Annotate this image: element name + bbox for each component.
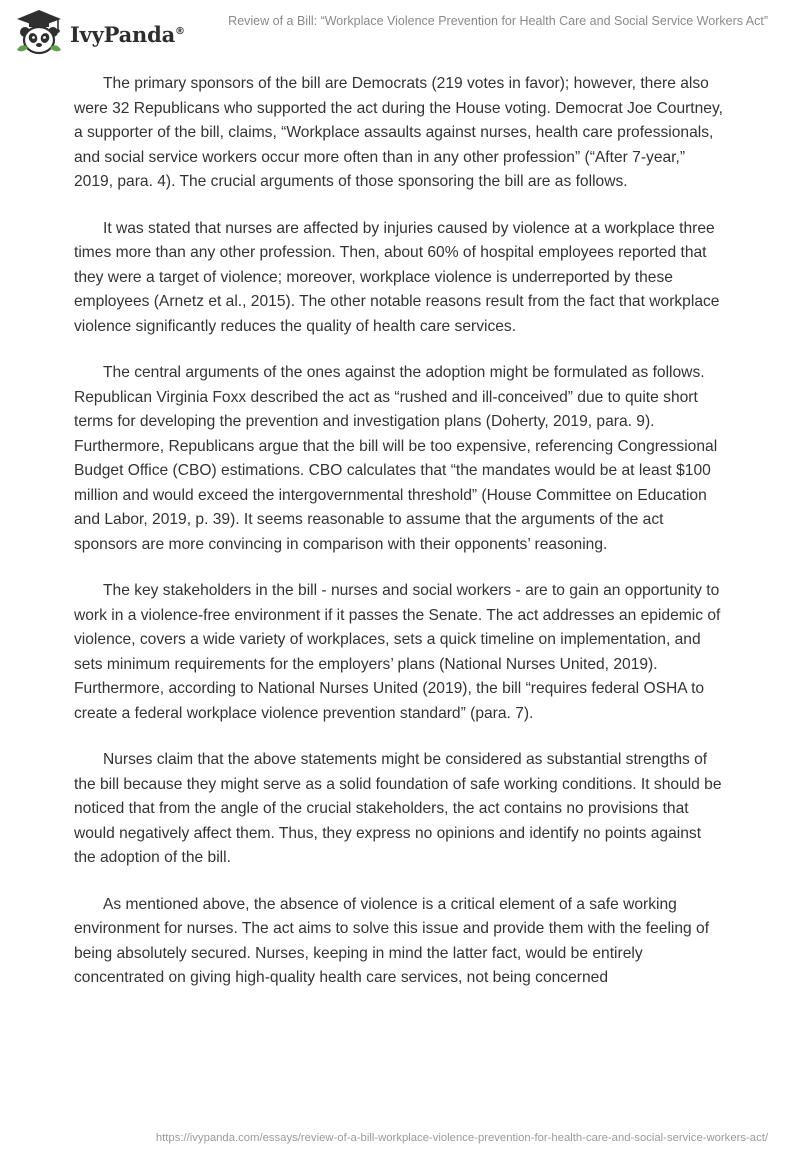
registered-mark: ® [175,25,185,37]
source-url[interactable]: https://ivypanda.com/essays/review-of-a-bill-workplace-violence-prevention-for-health-care-and-social-service-workers-act/ [155,1132,768,1144]
paragraph-1: The primary sponsors of the bill are Democrats (219 votes in favor); however, there also were 32 Republicans who supported the act during the House voting. Democrat Joe Courtney, a supporter of the bill, claims, “Workplace assaults against nurses, health care professionals, and social service workers occur more often than in any other profession” (“After 7-year,” 2019, para. 4). The crucial arguments of those sponsoring the bill are as follows. [74,75,723,190]
paragraph-3: The central arguments of the ones against the adoption might be formulated as follows. Republican Virginia Foxx described the act as “rushed and ill-conceived” due to quite short terms for developing the prevention and investigation plans (Doherty, 2019, para. 9). Furthermore, Republicans argue that the bill will be too expensive, referencing Congressional Budget Office (CBO) estimations. CBO calculates that “the mandates would be at least $100 million and would exceed the intergovernmental threshold” (House Committee on Education and Labor, 2019, p. 39). It seems reasonable to assume that the arguments of the act sponsors are more convincing in comparison with their opponents’ reasoning. [74,364,718,553]
paragraph-4: The key stakeholders in the bill - nurses and social workers - are to gain an opportunity to work in a violence-free environment if it passes the Senate. The act addresses an epidemic of violence, covers a wide variety of workplaces, sets a quick timeline on implementation, and sets minimum requirements for the employers’ plans (National Nurses United, 2019). Furthermore, according to National Nurses United (2019), the bill “requires federal OSHA to create a federal workplace violence prevention standard” (para. 7). [74,582,721,722]
paragraph-2: It was stated that nurses are affected by injuries caused by violence at a workplace three times more than any other profession. Then, about 60% of hospital employees reported that they were a target of violence; moreover, workplace violence is underreported by these employees (Arnetz et al., 2015). The other notable reasons result from the fact that workplace violence significantly reduces the quality of health care services. [74,219,720,335]
document-title: Review of a Bill: “Workplace Violence Prevention for Health Care and Social Service Workers Act” [228,14,768,28]
brand-name: IvyPanda® [70,21,185,47]
page-header [0,0,800,62]
paragraph-6: As mentioned above, the absence of violence is a critical element of a safe working environment for nurses. The act aims to solve this issue and provide them with the feeling of being absolutely secured. Nurses, keeping in mind the latter fact, would be entirely concentrated on giving high-quality health care services, not being concerned [74,895,710,986]
paragraph-5: Nurses claim that the above statements might be considered as substantial strengths of the bill because they might serve as a solid foundation of safe working conditions. It should be noticed that from the angle of the crucial stakeholders, the act contains no provisions that would negatively affect them. Thus, they express no opinions and identify no points against the adoption of the bill. [74,751,722,866]
ivypanda-logo[interactable] [14,8,185,56]
graduation-cap-panda-icon [14,8,64,56]
essay-body [74,72,724,1013]
